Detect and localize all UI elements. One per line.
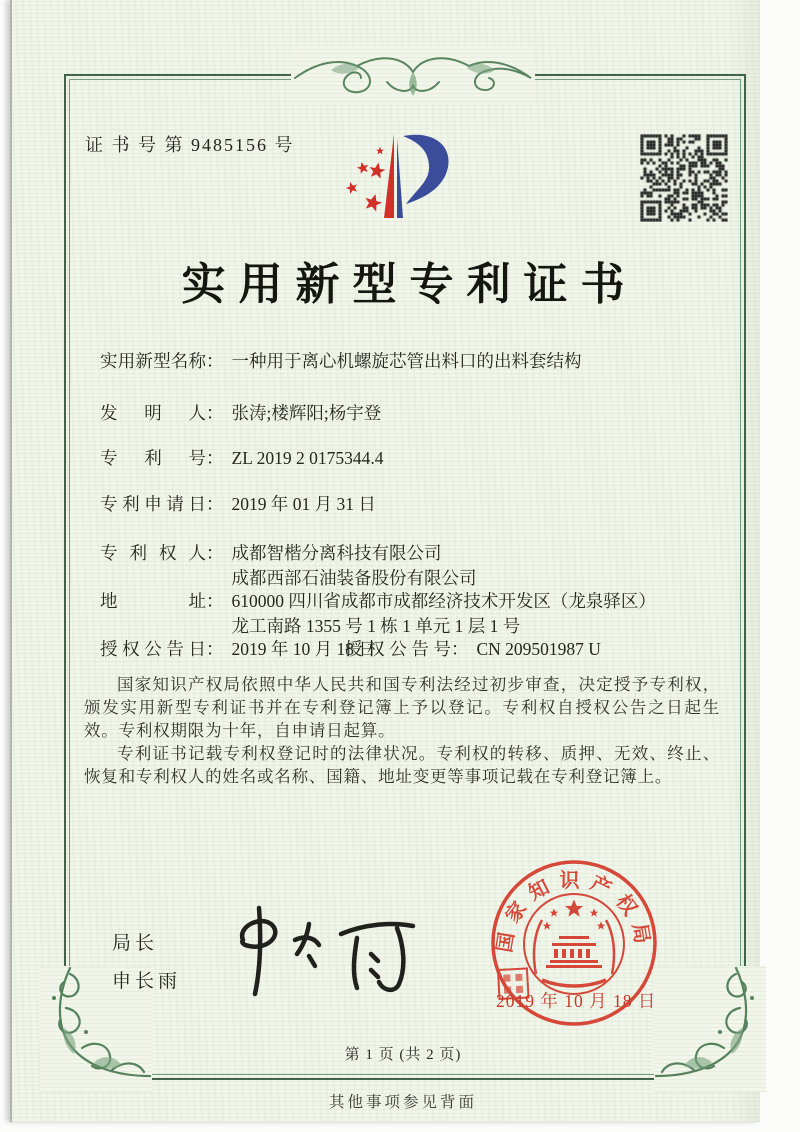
field-value: 一种用于离心机螺旋芯管出料口的出料套结构	[231, 351, 582, 371]
qr-code	[640, 134, 728, 222]
back-note: 其他事项参见背面	[328, 1094, 477, 1111]
field-pair-grant-no: 授权公告号 ： CN 209501987 U	[345, 637, 601, 662]
field-value: 张涛;楼辉阳;杨宇登	[231, 403, 382, 423]
director-signature	[225, 898, 435, 998]
seal-ring-text: 国家知识产权局	[493, 870, 655, 955]
certificate-title: 实用新型专利证书	[181, 260, 638, 309]
official-seal	[480, 852, 680, 1044]
field-value: 2019 年 10 月 18 日	[231, 639, 376, 659]
director-title: 局长	[112, 933, 159, 954]
national-emblem-icon	[534, 900, 614, 987]
field-label: 发明人	[100, 403, 206, 423]
page-number: 第 1 页 (共 2 页)	[344, 1047, 462, 1063]
certificate-number: 证 书 号 第 9485156 号	[85, 135, 295, 155]
field-label: 专利申请日	[100, 494, 206, 514]
field-label: 地址	[100, 591, 206, 611]
field-label: 专利权人	[100, 543, 206, 563]
field-value: 610000 四川省成都市成都经济技术开发区（龙泉驿区） 龙工南路 1355 号 1 栋 1 单元 1 层 1 号	[231, 591, 656, 636]
field-row-grant: 授权公告日 ： 2019 年 10 月 18 日 授权公告号 ： CN 209501987 U	[100, 637, 736, 662]
legal-paragraph-1: 国家知识产权局依照中华人民共和国专利法经过初步审查，决定授予专利权，颁发实用新型专利证书并在专利登记簿上予以登记。专利权自授权公告之日起生效。专利权期限为十年，自申请日起算。	[84, 675, 720, 740]
field-row-filing-date: 专利申请日 ： 2019 年 01 月 31 日	[100, 492, 736, 517]
field-value: 2019 年 01 月 31 日	[231, 494, 376, 514]
field-row-inventor: 发明人 ： 张涛;楼辉阳;杨宇登	[100, 401, 736, 426]
seal-date: 2019 年 10 月 18 日	[496, 991, 657, 1011]
field-value: ZL 2019 2 0175344.4	[231, 448, 384, 468]
field-row-patentee: 专利权人 ： 成都智楷分离科技有限公司 成都西部石油装备股份有限公司	[100, 541, 736, 591]
director-name: 申长雨	[112, 971, 182, 992]
field-row-address: 地址 ： 610000 四川省成都市成都经济技术开发区（龙泉驿区） 龙工南路 1355 号 1 栋 1 单元 1 层 1 号	[100, 589, 736, 639]
field-value: CN 209501987 U	[476, 639, 601, 659]
top-flourish-ornament-icon	[291, 46, 535, 102]
field-row-name: 实用新型名称 ： 一种用于离心机螺旋芯管出料口的出料套结构	[100, 349, 736, 374]
field-row-patent-no: 专利号 ： ZL 2019 2 0175344.4	[100, 446, 736, 471]
field-value: 成都智楷分离科技有限公司 成都西部石油装备股份有限公司	[231, 543, 477, 588]
field-label: 专利号	[100, 448, 206, 468]
legal-paragraph-2: 专利证书记载专利权登记时的法律状况。专利权的转移、质押、无效、终止、恢复和专利权人的姓名或名称、国籍、地址变更等事项记载在专利登记簿上。	[84, 744, 720, 786]
field-label: 授权公告日	[100, 639, 206, 659]
certificate-paper	[10, 0, 760, 1122]
field-label: 授权公告号	[345, 639, 451, 659]
field-label: 实用新型名称	[100, 351, 206, 371]
cnipa-logo-icon	[330, 130, 480, 236]
